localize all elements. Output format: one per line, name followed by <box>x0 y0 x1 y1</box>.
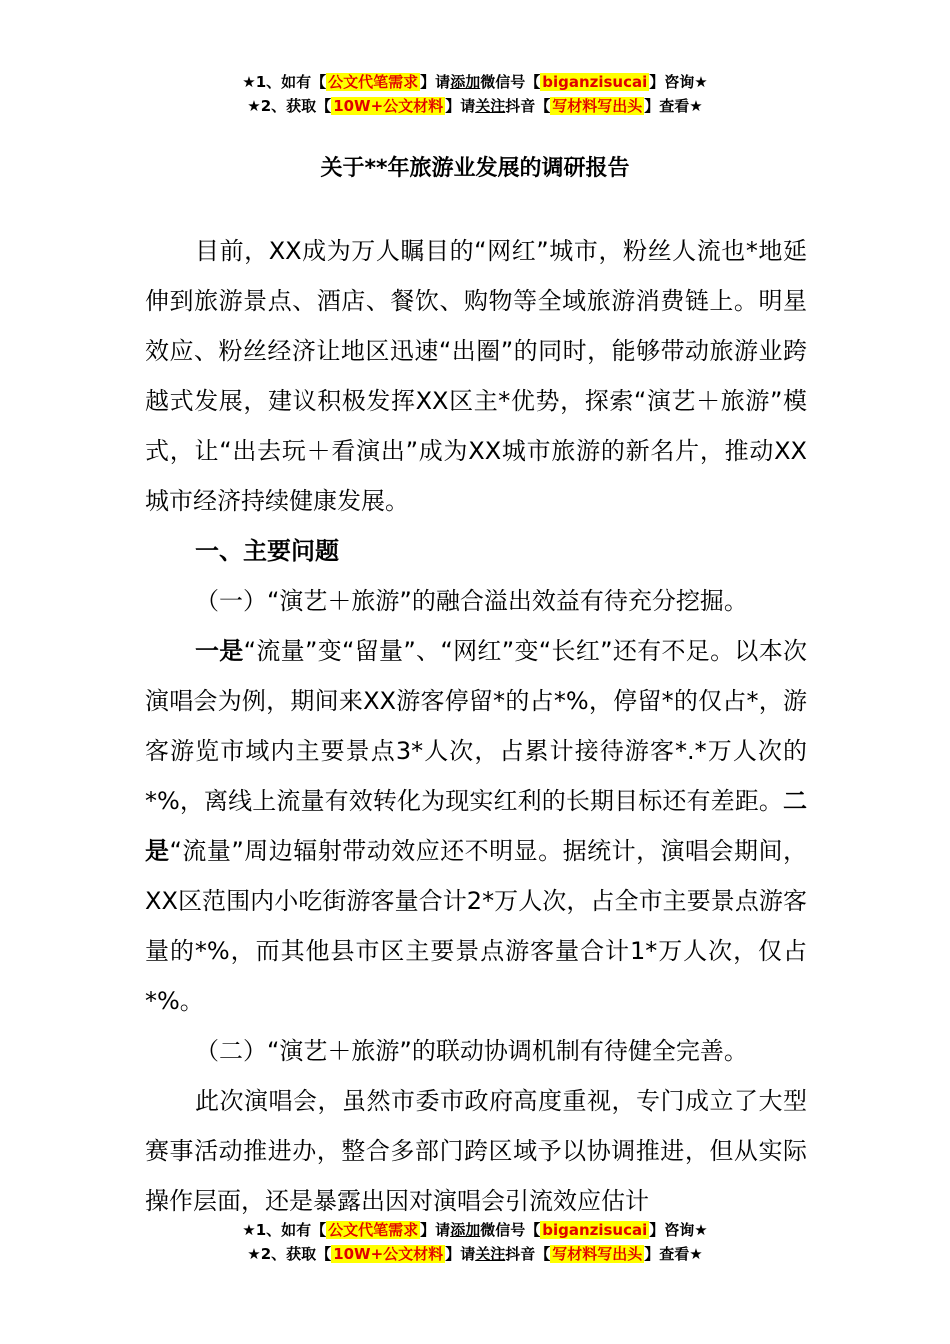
point-label: 二是 <box>145 787 807 865</box>
banner-text: 】咨询★ <box>649 1221 708 1239</box>
banner-text: 】查看★ <box>644 1245 703 1263</box>
highlight-service: 公文代笔需求 <box>328 73 419 91</box>
banner-text: 】咨询★ <box>649 73 708 91</box>
banner-text: ★1、如有【 <box>242 1221 327 1239</box>
section-heading: 一、主要问题 <box>195 537 339 565</box>
intro-paragraph: 目前，XX成为万人瞩目的“网红”城市，粉丝人流也*地延伸到旅游景点、酒店、餐饮、购物等全域旅游消费链上。明星效应、粉丝经济让地区迅速“出圈”的同时，能够带动旅游业跨越式发展，建议积极发挥XX区主*优势，探索“演艺＋旅游”模式，让“出去玩＋看演出”成为XX城市旅游的新名片，推动XX城市经济持续健康发展。 <box>145 237 807 515</box>
banner-text: 抖音【 <box>505 1245 551 1263</box>
highlight-service: 公文代笔需求 <box>328 1221 419 1239</box>
banner-text: ★2、获取【 <box>247 1245 332 1263</box>
banner-text: 】请 <box>420 73 451 91</box>
banner-text: 微信号【 <box>480 1221 541 1239</box>
banner-text: ★2、获取【 <box>247 97 332 115</box>
point-label: 一是 <box>195 637 244 665</box>
highlight-materials: 10W+公文材料 <box>333 1245 444 1263</box>
subsection-heading: （一）“演艺＋旅游”的融合溢出效益有待充分挖掘。 <box>195 587 748 615</box>
problem-paragraph <box>145 626 807 1026</box>
underlined-word: 添加 <box>450 1221 481 1239</box>
banner-text: 抖音【 <box>505 97 551 115</box>
banner-line-2 <box>0 94 950 118</box>
subsection-heading: （二）“演艺＋旅游”的联动协调机制有待健全完善。 <box>195 1037 748 1065</box>
document-title: 关于**年旅游业发展的调研报告 <box>320 156 630 181</box>
banner-text: 】请 <box>420 1221 451 1239</box>
underlined-word: 关注 <box>475 97 506 115</box>
banner-text: 】请 <box>445 1245 476 1263</box>
banner-line-1 <box>0 1218 950 1242</box>
highlight-wechat-id: biganzisucai <box>542 73 648 91</box>
highlight-wechat-id: biganzisucai <box>542 1221 648 1239</box>
point-text: “流量”变“留量”、“网红”变“长红”还有不足。以本次演唱会为例，期间来XX游客停留*的占*%，停留*的仅占*，游客游览市域内主要景点3*人次，占累计接待游客*.*万人次的*%，离线上流量有效转化为现实红利的长期目标还有差距。 <box>145 637 807 815</box>
banner-line-2 <box>0 1242 950 1266</box>
underlined-word: 关注 <box>475 1245 506 1263</box>
banner-text: 】查看★ <box>644 97 703 115</box>
bottom-banner <box>0 1218 950 1266</box>
underlined-word: 添加 <box>450 73 481 91</box>
top-banner <box>0 70 950 118</box>
highlight-materials: 10W+公文材料 <box>333 97 444 115</box>
highlight-douyin-account: 写材料写出头 <box>552 1245 643 1263</box>
point-text: “流量”周边辐射带动效应还不明显。据统计，演唱会期间，XX区范围内小吃街游客量合计2*万人次，占全市主要景点游客量的*%，而其他县市区主要景点游客量合计1*万人次，仅占*%。 <box>145 837 808 1015</box>
body-paragraph: 此次演唱会，虽然市委市政府高度重视，专门成立了大型赛事活动推进办，整合多部门跨区域予以协调推进，但从实际操作层面，还是暴露出因对演唱会引流效应估计 <box>145 1087 807 1215</box>
highlight-douyin-account: 写材料写出头 <box>552 97 643 115</box>
document-body <box>145 226 807 1226</box>
banner-text: 微信号【 <box>480 73 541 91</box>
banner-text: 】请 <box>445 97 476 115</box>
banner-line-1 <box>0 70 950 94</box>
banner-text: ★1、如有【 <box>242 73 327 91</box>
